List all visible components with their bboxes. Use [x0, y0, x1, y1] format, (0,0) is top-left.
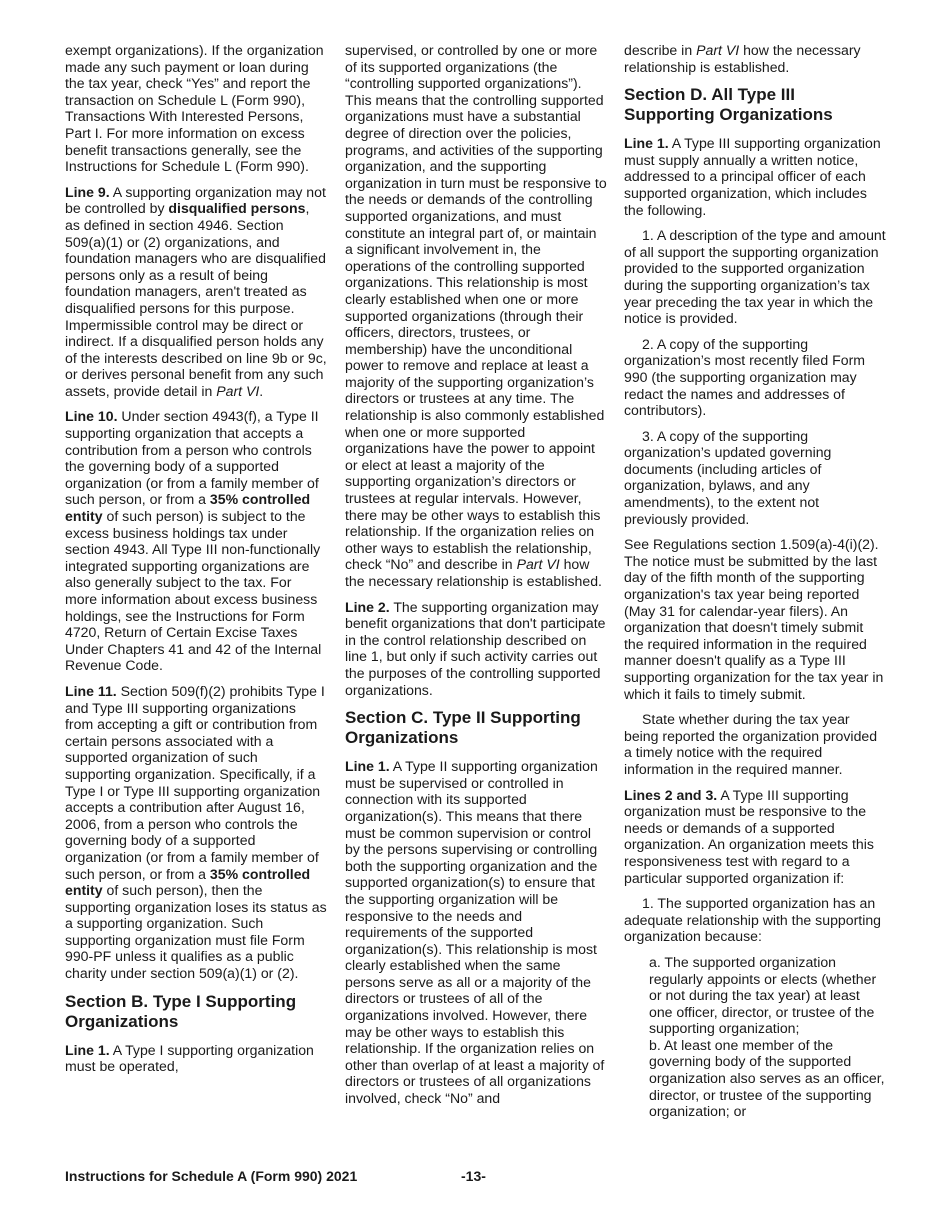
paragraph-section-c-line-1: Line 1. A Type II supporting organization must be supervised or controlled in connection with its supported organization(s). This means that there must be common supervision or control by the persons supervising or controlling both the supporting organization and the supported organization(s) to ensure that the supporting organization will be responsive to the needs and requirements of the supported organization(s). This relationship is most clearly established when the same persons serve as all or a majority of the directors or trustees of all of the organizations involved. However, there may be other ways to establish this relationship. If the organization relies on other than overlap of at least a majority of directors or trustees of all organizations involved, check “No” and	[345, 758, 605, 1107]
sub-item-b: b. At least one member of the governing body of the supported organization also serves as an officer, director, or trustee of the supporting organization; or	[649, 1036, 885, 1120]
list-item-2: 2. A copy of the supporting organization’s most recently filed Form 990 (the supporting organization may redact the names and addresses of contributors).	[624, 335, 865, 419]
line-11-label: Line 11.	[65, 682, 117, 699]
part-vi-ref: Part VI	[216, 382, 260, 399]
section-b-heading: Section B. Type I Supporting Organizations	[65, 991, 297, 1031]
paragraph-section-b-line-1: Line 1. A Type I supporting organization must be operated,	[65, 1041, 314, 1075]
column-left	[65, 42, 327, 1084]
paragraph-state-whether: State whether during the tax year being reported the organization provided a timely notice with the required information in the required manner.	[624, 711, 878, 777]
line-1-label: Line 1.	[345, 758, 390, 775]
section-d-heading: Section D. All Type III Supporting Organizations	[624, 85, 833, 125]
list-item-3: 3. A copy of the supporting organization’s updated governing documents (including articles of organization, bylaws, and any amendments), to the extent not previously provided.	[624, 427, 832, 527]
paragraph-type-i-continued: supervised, or controlled by one or more of its supported organizations (the “controlling supported organizations”). This means that the controlling supported organizations must have a substantial degree of direction over the policies, programs, and activities of the supporting organization, and the supporting organization in turn must be responsive to the needs or demands of the controlling supported organizations, and must constitute an integral part of, or maintain a significant involvement in, the operations of the controlling supported organizations. This relationship is most clearly established when one or more supported organizations (through their officers, directors, trustees, or membership) have the unconditional power to remove and replace at least a majority of the supporting organization’s directors or trustees at any time. The relationship is also commonly established when one or more supported organizations have the power to appoint or elect at least a majority of the supporting organization’s directors or trustees at regular intervals. However, there may be other ways to establish this relationship. If the organization relies on other ways to establish the relationship, check “No” and describe in Part VI how the necessary relationship is established.	[345, 42, 607, 589]
disqualified-persons-term: disqualified persons	[168, 200, 306, 217]
lines-2-3-label: Lines 2 and 3.	[624, 786, 718, 803]
part-vi-ref: Part VI	[696, 42, 740, 58]
column-right	[624, 42, 886, 1120]
list-item-1: 1. A description of the type and amount of all support the supporting organization provided to the supported organization during the supporting organization’s tax year preceding the tax year in which the notice is provided.	[624, 227, 886, 327]
paragraph-type-ii-continued: describe in Part VI how the necessary relationship is established.	[624, 42, 861, 75]
list-item-responsiveness-1: 1. The supported organization has an adequate relationship with the supporting organization because:	[624, 895, 881, 945]
line-2-label: Line 2.	[345, 598, 390, 615]
controlled-entity-term: 35% controlled entity	[65, 491, 311, 525]
controlled-entity-term: 35% controlled entity	[65, 865, 311, 899]
paragraph-line-10: Line 10. Under section 4943(f), a Type II supporting organization that accepts a contribution from a person who controls the governing body of a supported organization (or from a family member of such person, or from a 35% controlled entity of such person) is subject to the excess business holdings tax under section 4943. All Type III non-functionally integrated supporting organizations are also generally subject to the tax. For more information about excess business holdings, see the Instructions for Form 4720, Return of Certain Excise Taxes Under Chapters 41 and 42 of the Internal Revenue Code.	[65, 408, 322, 674]
page-number: -13-	[461, 1168, 486, 1184]
paragraph-lines-2-3: Lines 2 and 3. A Type III supporting organization must be responsive to the needs or demands of a supported organization. An organization meets this responsiveness test with regard to a particular supported organization if:	[624, 786, 874, 886]
paragraph-regulations: See Regulations section 1.509(a)-4(i)(2). The notice must be submitted by the last day of the fifth month of the supporting organization's tax year being reported (May 31 for calendar-year filers). An organization that doesn't timely submit the required information in the required manner doesn't qualify as a Type III supporting organization for the tax year in which it fails to timely submit.	[624, 536, 884, 702]
part-vi-ref: Part VI	[516, 556, 560, 573]
section-c-heading: Section C. Type II Supporting Organizations	[345, 708, 581, 748]
paragraph-line-2: Line 2. The supporting organization may benefit organizations that don't participate in the control relationship described on line 1, but only if such activity carries out the purposes of the controlling supported organizations.	[345, 598, 606, 698]
column-middle	[345, 42, 607, 1116]
paragraph-line-9: Line 9. A supporting organization may not be controlled by disqualified persons, as defined in section 4946. Section 509(a)(1) or (2) organizations, and foundation managers who are disqualified persons only as a result of being foundation managers, aren't treated as disqualified persons for this purpose. Impermissible control may be direct or indirect. If a disqualified person holds any of the interests described on line 9b or 9c, or derives personal benefit from any such assets, provide detail in Part VI.	[65, 183, 327, 399]
paragraph-line-11: Line 11. Section 509(f)(2) prohibits Type I and Type III supporting organizations from accepting a gift or contribution from certain persons associated with a supported organization of such supporting organization. Specifically, if a Type I or Type III supporting organization accepts a contribution after August 16, 2006, from a person who controls the governing body of a supported organization (or from a family member of such person, or from a 35% controlled entity of such person), then the supporting organization loses its status as a supporting organization. Such supporting organization must file Form 990-PF unless it qualifies as a public charity under section 509(a)(1) or (2).	[65, 682, 327, 982]
paragraph-section-d-line-1: Line 1. A Type III supporting organization must supply annually a written notice, addressed to a principal officer of each supported organization, which includes the following.	[624, 135, 881, 218]
footer-title: Instructions for Schedule A (Form 990) 2021	[65, 1168, 358, 1184]
line-1-label: Line 1.	[624, 135, 669, 152]
sub-item-a: a. The supported organization regularly appoints or elects (whether or not during the tax year) at least one officer, director, or trustee of the supporting organization;	[649, 953, 877, 1037]
line-1-label: Line 1.	[65, 1041, 110, 1058]
line-9-label: Line 9.	[65, 183, 110, 200]
line-10-label: Line 10.	[65, 408, 118, 425]
paragraph-intro: exempt organizations). If the organization made any such payment or loan during the tax year, check “Yes” and report the transaction on Schedule L (Form 990), Transactions With Interested Persons, Part I. For more information on excess benefit transactions generally, see the Instructions for Schedule L (Form 990).	[65, 42, 324, 175]
